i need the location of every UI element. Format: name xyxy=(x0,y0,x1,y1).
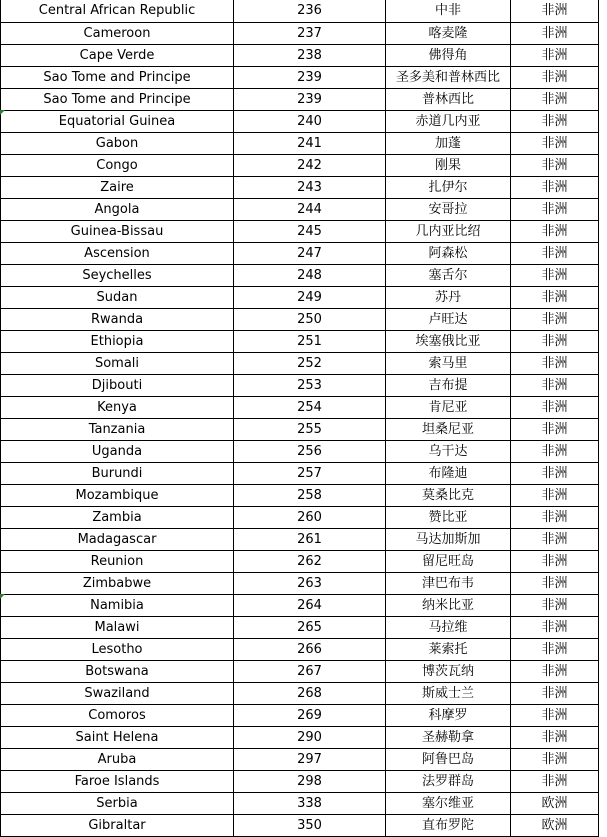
table-row xyxy=(1,264,599,286)
dial-code-cell[interactable]: 240 xyxy=(234,110,386,132)
dial-code-cell[interactable]: 290 xyxy=(234,726,386,748)
dial-code-cell[interactable]: 257 xyxy=(234,462,386,484)
dial-code-cell[interactable]: 297 xyxy=(234,748,386,770)
continent-cell[interactable]: 非洲 xyxy=(511,594,599,616)
dial-code-cell[interactable]: 255 xyxy=(234,418,386,440)
chinese-name-cell[interactable]: 几内亚比绍 xyxy=(386,220,511,242)
dial-code-cell[interactable]: 254 xyxy=(234,396,386,418)
continent-cell[interactable]: 非洲 xyxy=(511,440,599,462)
table-row xyxy=(1,44,599,66)
table-row xyxy=(1,286,599,308)
table-row xyxy=(1,616,599,638)
chinese-name-cell[interactable]: 索马里 xyxy=(386,352,511,374)
table-row xyxy=(1,462,599,484)
chinese-name-cell[interactable]: 扎伊尔 xyxy=(386,176,511,198)
table-row xyxy=(1,418,599,440)
country-name-cell[interactable]: Faroe Islands xyxy=(1,770,234,792)
chinese-name-cell[interactable]: 阿森松 xyxy=(386,242,511,264)
country-name-cell[interactable]: Sao Tome and Principe xyxy=(1,88,234,110)
chinese-name-cell[interactable]: 博茨瓦纳 xyxy=(386,660,511,682)
chinese-name-cell[interactable]: 吉布提 xyxy=(386,374,511,396)
dial-code-cell[interactable]: 263 xyxy=(234,572,386,594)
continent-cell[interactable]: 非洲 xyxy=(511,726,599,748)
continent-cell[interactable]: 非洲 xyxy=(511,352,599,374)
table-row xyxy=(1,198,599,220)
chinese-name-cell[interactable]: 莱索托 xyxy=(386,638,511,660)
continent-cell[interactable]: 非洲 xyxy=(511,770,599,792)
dial-code-cell[interactable]: 258 xyxy=(234,484,386,506)
continent-cell[interactable]: 非洲 xyxy=(511,286,599,308)
continent-cell[interactable]: 非洲 xyxy=(511,616,599,638)
dial-code-cell[interactable]: 265 xyxy=(234,616,386,638)
country-name-cell[interactable]: Swaziland xyxy=(1,682,234,704)
continent-cell[interactable]: 非洲 xyxy=(511,0,599,22)
chinese-name-cell[interactable]: 马达加斯加 xyxy=(386,528,511,550)
continent-cell[interactable]: 非洲 xyxy=(511,44,599,66)
country-name-cell[interactable]: Kenya xyxy=(1,396,234,418)
country-name-cell[interactable]: Guinea-Bissau xyxy=(1,220,234,242)
dial-code-cell[interactable]: 261 xyxy=(234,528,386,550)
table-body xyxy=(1,0,599,836)
chinese-name-cell[interactable]: 佛得角 xyxy=(386,44,511,66)
chinese-name-cell[interactable]: 留尼旺岛 xyxy=(386,550,511,572)
continent-cell[interactable]: 非洲 xyxy=(511,110,599,132)
chinese-name-cell[interactable]: 中非 xyxy=(386,0,511,22)
table-row xyxy=(1,352,599,374)
chinese-name-cell[interactable]: 喀麦隆 xyxy=(386,22,511,44)
table-row xyxy=(1,88,599,110)
chinese-name-cell[interactable]: 肯尼亚 xyxy=(386,396,511,418)
table-row xyxy=(1,594,599,616)
table-row xyxy=(1,572,599,594)
continent-cell[interactable]: 非洲 xyxy=(511,572,599,594)
continent-cell[interactable]: 非洲 xyxy=(511,506,599,528)
country-name-cell[interactable]: Tanzania xyxy=(1,418,234,440)
dial-code-cell[interactable]: 268 xyxy=(234,682,386,704)
country-name-cell[interactable]: Aruba xyxy=(1,748,234,770)
country-name-cell[interactable]: Burundi xyxy=(1,462,234,484)
continent-cell[interactable]: 非洲 xyxy=(511,308,599,330)
table-row xyxy=(1,638,599,660)
chinese-name-cell[interactable]: 纳米比亚 xyxy=(386,594,511,616)
table-row xyxy=(1,110,599,132)
table-row xyxy=(1,440,599,462)
table-row xyxy=(1,242,599,264)
table-row xyxy=(1,154,599,176)
country-name-cell[interactable]: Gabon xyxy=(1,132,234,154)
country-name-cell[interactable]: Sao Tome and Principe xyxy=(1,66,234,88)
chinese-name-cell[interactable]: 乌干达 xyxy=(386,440,511,462)
dial-code-cell[interactable]: 251 xyxy=(234,330,386,352)
table-row xyxy=(1,132,599,154)
chinese-name-cell[interactable]: 阿鲁巴岛 xyxy=(386,748,511,770)
continent-cell[interactable]: 非洲 xyxy=(511,484,599,506)
table-row xyxy=(1,506,599,528)
country-name-cell[interactable]: Sudan xyxy=(1,286,234,308)
chinese-name-cell[interactable]: 普林西比 xyxy=(386,88,511,110)
country-name-cell[interactable]: Seychelles xyxy=(1,264,234,286)
dial-code-cell[interactable]: 237 xyxy=(234,22,386,44)
country-name-cell[interactable]: Ethiopia xyxy=(1,330,234,352)
chinese-name-cell[interactable]: 圣赫勒拿 xyxy=(386,726,511,748)
country-name-cell[interactable]: Ascension xyxy=(1,242,234,264)
chinese-name-cell[interactable]: 加蓬 xyxy=(386,132,511,154)
continent-cell[interactable]: 非洲 xyxy=(511,264,599,286)
table-row xyxy=(1,682,599,704)
dial-code-cell[interactable]: 243 xyxy=(234,176,386,198)
continent-cell[interactable]: 欧洲 xyxy=(511,814,599,836)
continent-cell[interactable]: 非洲 xyxy=(511,748,599,770)
table-row xyxy=(1,792,599,814)
country-name-cell[interactable]: Gibraltar xyxy=(1,814,234,836)
table-row xyxy=(1,330,599,352)
country-name-cell[interactable]: Central African Republic xyxy=(1,0,234,22)
continent-cell[interactable]: 非洲 xyxy=(511,132,599,154)
country-name-cell[interactable]: Zaire xyxy=(1,176,234,198)
chinese-name-cell[interactable]: 布隆迪 xyxy=(386,462,511,484)
dial-code-cell[interactable]: 269 xyxy=(234,704,386,726)
chinese-name-cell[interactable]: 莫桑比克 xyxy=(386,484,511,506)
continent-cell[interactable]: 非洲 xyxy=(511,220,599,242)
continent-cell[interactable]: 非洲 xyxy=(511,176,599,198)
continent-cell[interactable]: 非洲 xyxy=(511,198,599,220)
table-row xyxy=(1,550,599,572)
continent-cell[interactable]: 非洲 xyxy=(511,66,599,88)
dial-code-cell[interactable]: 262 xyxy=(234,550,386,572)
continent-cell[interactable]: 非洲 xyxy=(511,528,599,550)
continent-cell[interactable]: 非洲 xyxy=(511,682,599,704)
dial-code-cell[interactable]: 267 xyxy=(234,660,386,682)
dial-code-cell[interactable]: 245 xyxy=(234,220,386,242)
dial-code-cell[interactable]: 298 xyxy=(234,770,386,792)
dial-code-cell[interactable]: 338 xyxy=(234,792,386,814)
dial-code-cell[interactable]: 256 xyxy=(234,440,386,462)
cell-comment-marker xyxy=(0,110,5,115)
country-name-cell[interactable]: Zambia xyxy=(1,506,234,528)
continent-cell[interactable]: 非洲 xyxy=(511,660,599,682)
country-name-cell[interactable]: Reunion xyxy=(1,550,234,572)
continent-cell[interactable]: 非洲 xyxy=(511,396,599,418)
table-row xyxy=(1,660,599,682)
country-name-cell[interactable]: Lesotho xyxy=(1,638,234,660)
dial-code-cell[interactable]: 248 xyxy=(234,264,386,286)
table-row xyxy=(1,704,599,726)
table-row xyxy=(1,176,599,198)
dial-code-cell[interactable]: 239 xyxy=(234,88,386,110)
chinese-name-cell[interactable]: 斯威士兰 xyxy=(386,682,511,704)
table-row xyxy=(1,528,599,550)
country-name-cell[interactable]: Zimbabwe xyxy=(1,572,234,594)
dial-code-cell[interactable]: 247 xyxy=(234,242,386,264)
dial-code-cell[interactable]: 236 xyxy=(234,0,386,22)
chinese-name-cell[interactable]: 苏丹 xyxy=(386,286,511,308)
chinese-name-cell[interactable]: 赞比亚 xyxy=(386,506,511,528)
cell-comment-marker xyxy=(0,594,5,599)
table-row xyxy=(1,726,599,748)
country-name-cell[interactable]: Uganda xyxy=(1,440,234,462)
country-name-cell[interactable]: Angola xyxy=(1,198,234,220)
chinese-name-cell[interactable]: 法罗群岛 xyxy=(386,770,511,792)
country-name-cell[interactable]: Somali xyxy=(1,352,234,374)
continent-cell[interactable]: 非洲 xyxy=(511,154,599,176)
country-name-cell[interactable]: Botswana xyxy=(1,660,234,682)
chinese-name-cell[interactable]: 埃塞俄比亚 xyxy=(386,330,511,352)
continent-cell[interactable]: 非洲 xyxy=(511,242,599,264)
country-name-cell[interactable]: Congo xyxy=(1,154,234,176)
continent-cell[interactable]: 非洲 xyxy=(511,22,599,44)
continent-cell[interactable]: 欧洲 xyxy=(511,792,599,814)
chinese-name-cell[interactable]: 圣多美和普林西比 xyxy=(386,66,511,88)
continent-cell[interactable]: 非洲 xyxy=(511,88,599,110)
continent-cell[interactable]: 非洲 xyxy=(511,462,599,484)
country-name-cell[interactable]: Namibia xyxy=(1,594,234,616)
dial-code-cell[interactable]: 239 xyxy=(234,66,386,88)
chinese-name-cell[interactable]: 塞舌尔 xyxy=(386,264,511,286)
table-row xyxy=(1,220,599,242)
chinese-name-cell[interactable]: 津巴布韦 xyxy=(386,572,511,594)
country-name-cell[interactable]: Cape Verde xyxy=(1,44,234,66)
chinese-name-cell[interactable]: 卢旺达 xyxy=(386,308,511,330)
chinese-name-cell[interactable]: 直布罗陀 xyxy=(386,814,511,836)
country-name-cell[interactable]: Cameroon xyxy=(1,22,234,44)
table-row xyxy=(1,308,599,330)
country-name-cell[interactable]: Equatorial Guinea xyxy=(1,110,234,132)
table-row xyxy=(1,374,599,396)
dial-code-cell[interactable]: 350 xyxy=(234,814,386,836)
country-name-cell[interactable]: Comoros xyxy=(1,704,234,726)
dial-code-cell[interactable]: 253 xyxy=(234,374,386,396)
dial-code-cell[interactable]: 266 xyxy=(234,638,386,660)
chinese-name-cell[interactable]: 赤道几内亚 xyxy=(386,110,511,132)
country-name-cell[interactable]: Djibouti xyxy=(1,374,234,396)
dial-code-cell[interactable]: 250 xyxy=(234,308,386,330)
dial-code-cell[interactable]: 242 xyxy=(234,154,386,176)
table-row xyxy=(1,814,599,836)
continent-cell[interactable]: 非洲 xyxy=(511,330,599,352)
chinese-name-cell[interactable]: 刚果 xyxy=(386,154,511,176)
continent-cell[interactable]: 非洲 xyxy=(511,418,599,440)
country-name-cell[interactable]: Serbia xyxy=(1,792,234,814)
continent-cell[interactable]: 非洲 xyxy=(511,638,599,660)
chinese-name-cell[interactable]: 坦桑尼亚 xyxy=(386,418,511,440)
dial-code-cell[interactable]: 238 xyxy=(234,44,386,66)
continent-cell[interactable]: 非洲 xyxy=(511,704,599,726)
dial-code-cell[interactable]: 244 xyxy=(234,198,386,220)
continent-cell[interactable]: 非洲 xyxy=(511,374,599,396)
country-name-cell[interactable]: Mozambique xyxy=(1,484,234,506)
dial-code-cell[interactable]: 252 xyxy=(234,352,386,374)
table-row xyxy=(1,66,599,88)
table-row xyxy=(1,0,599,22)
country-name-cell[interactable]: Saint Helena xyxy=(1,726,234,748)
dial-code-cell[interactable]: 264 xyxy=(234,594,386,616)
table-row xyxy=(1,396,599,418)
continent-cell[interactable]: 非洲 xyxy=(511,550,599,572)
chinese-name-cell[interactable]: 塞尔维亚 xyxy=(386,792,511,814)
table-row xyxy=(1,770,599,792)
country-name-cell[interactable]: Madagascar xyxy=(1,528,234,550)
table-row xyxy=(1,748,599,770)
chinese-name-cell[interactable]: 科摩罗 xyxy=(386,704,511,726)
country-name-cell[interactable]: Rwanda xyxy=(1,308,234,330)
dial-code-cell[interactable]: 260 xyxy=(234,506,386,528)
chinese-name-cell[interactable]: 马拉维 xyxy=(386,616,511,638)
table-row xyxy=(1,484,599,506)
country-name-cell[interactable]: Malawi xyxy=(1,616,234,638)
dial-code-cell[interactable]: 249 xyxy=(234,286,386,308)
dial-code-cell[interactable]: 241 xyxy=(234,132,386,154)
table-row xyxy=(1,22,599,44)
chinese-name-cell[interactable]: 安哥拉 xyxy=(386,198,511,220)
